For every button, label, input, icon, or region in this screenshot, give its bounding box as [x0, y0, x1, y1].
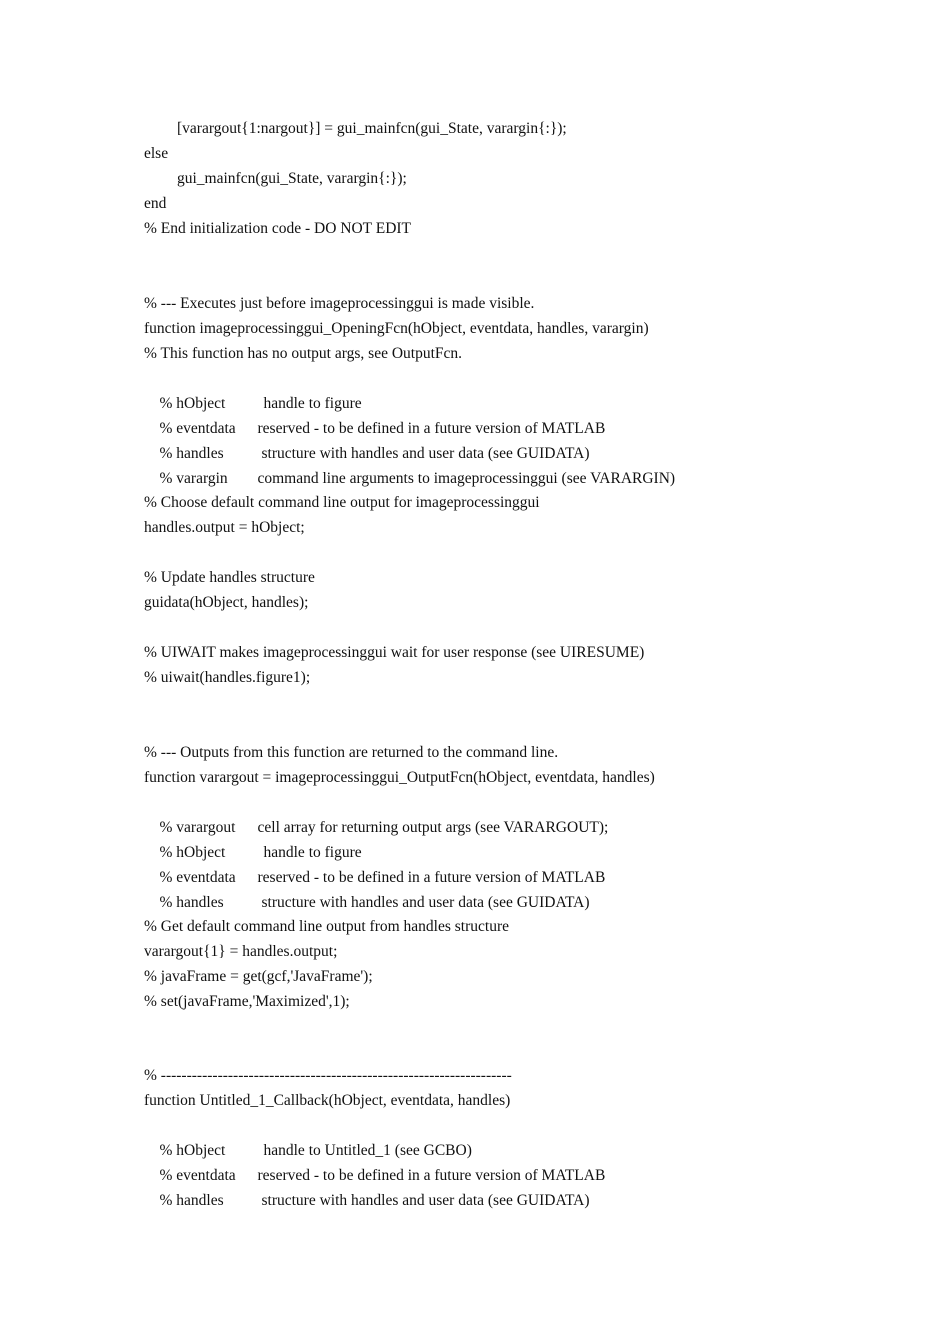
param-name: % varargout [159, 819, 236, 836]
param-desc: handle to figure [263, 844, 362, 861]
code-line: % -------------------------------------------------------------------- [144, 1067, 512, 1084]
code-line: end [144, 195, 167, 212]
code-line [144, 840, 606, 886]
param-desc: cell array for returning output args (see VARARGOUT); [257, 819, 609, 836]
code-line: % Update handles structure [144, 569, 315, 586]
code-line: % javaFrame = get(gcf,'JavaFrame'); [144, 968, 373, 985]
param-name: % hObject [159, 1142, 226, 1159]
code-line: % --- Outputs from this function are returned to the command line. [144, 744, 559, 761]
code-line [144, 416, 590, 462]
param-desc: handle to Untitled_1 (see GCBO) [263, 1142, 472, 1159]
code-line: % uiwait(handles.figure1); [144, 669, 311, 686]
code-line: % Get default command line output from handles structure [144, 918, 510, 935]
code-line [144, 391, 606, 437]
param-name: % handles [159, 1192, 224, 1209]
code-line: function Untitled_1_Callback(hObject, eventdata, handles) [144, 1092, 511, 1109]
code-line: else [144, 145, 169, 162]
code-line: % End initialization code - DO NOT EDIT [144, 220, 412, 237]
code-line: [varargout{1:nargout}] = gui_mainfcn(gui_State, varargin{:}); [177, 120, 567, 137]
param-desc: handle to figure [263, 395, 362, 412]
code-line: guidata(hObject, handles); [144, 594, 309, 611]
param-desc: reserved - to be defined in a future version of MATLAB [257, 869, 606, 886]
code-line [144, 1113, 472, 1159]
param-desc: reserved - to be defined in a future version of MATLAB [257, 1167, 606, 1184]
code-line: handles.output = hObject; [144, 519, 305, 536]
code-line: gui_mainfcn(gui_State, varargin{:}); [177, 170, 407, 187]
param-desc: structure with handles and user data (see GUIDATA) [261, 894, 590, 911]
code-line [144, 441, 676, 487]
param-name: % eventdata [159, 1167, 236, 1184]
code-line [144, 815, 362, 861]
code-line [144, 790, 609, 836]
param-desc: structure with handles and user data (see GUIDATA) [261, 445, 590, 462]
param-name: % hObject [159, 395, 226, 412]
param-name: % eventdata [159, 420, 236, 437]
code-line: % This function has no output args, see OutputFcn. [144, 345, 463, 362]
code-line: % --- Executes just before imageprocessinggui is made visible. [144, 295, 535, 312]
param-name: % handles [159, 445, 224, 462]
param-name: % hObject [159, 844, 226, 861]
code-line: % set(javaFrame,'Maximized',1); [144, 993, 350, 1010]
param-desc: structure with handles and user data (see GUIDATA) [261, 1192, 590, 1209]
code-line [144, 366, 362, 412]
code-line: % UIWAIT makes imageprocessinggui wait for user response (see UIRESUME) [144, 644, 645, 661]
param-name: % varargin [159, 470, 228, 487]
param-name: % handles [159, 894, 224, 911]
code-line: varargout{1} = handles.output; [144, 943, 338, 960]
code-line [144, 865, 590, 911]
code-line: function varargout = imageprocessinggui_OutputFcn(hObject, eventdata, handles) [144, 769, 655, 786]
param-desc: reserved - to be defined in a future version of MATLAB [257, 420, 606, 437]
param-name: % eventdata [159, 869, 236, 886]
code-line [144, 1138, 606, 1184]
code-line: % Choose default command line output for imageprocessinggui [144, 494, 540, 511]
code-line: function imageprocessinggui_OpeningFcn(hObject, eventdata, handles, varargin) [144, 320, 649, 337]
param-desc: command line arguments to imageprocessinggui (see VARARGIN) [257, 470, 676, 487]
code-line [144, 1163, 590, 1209]
